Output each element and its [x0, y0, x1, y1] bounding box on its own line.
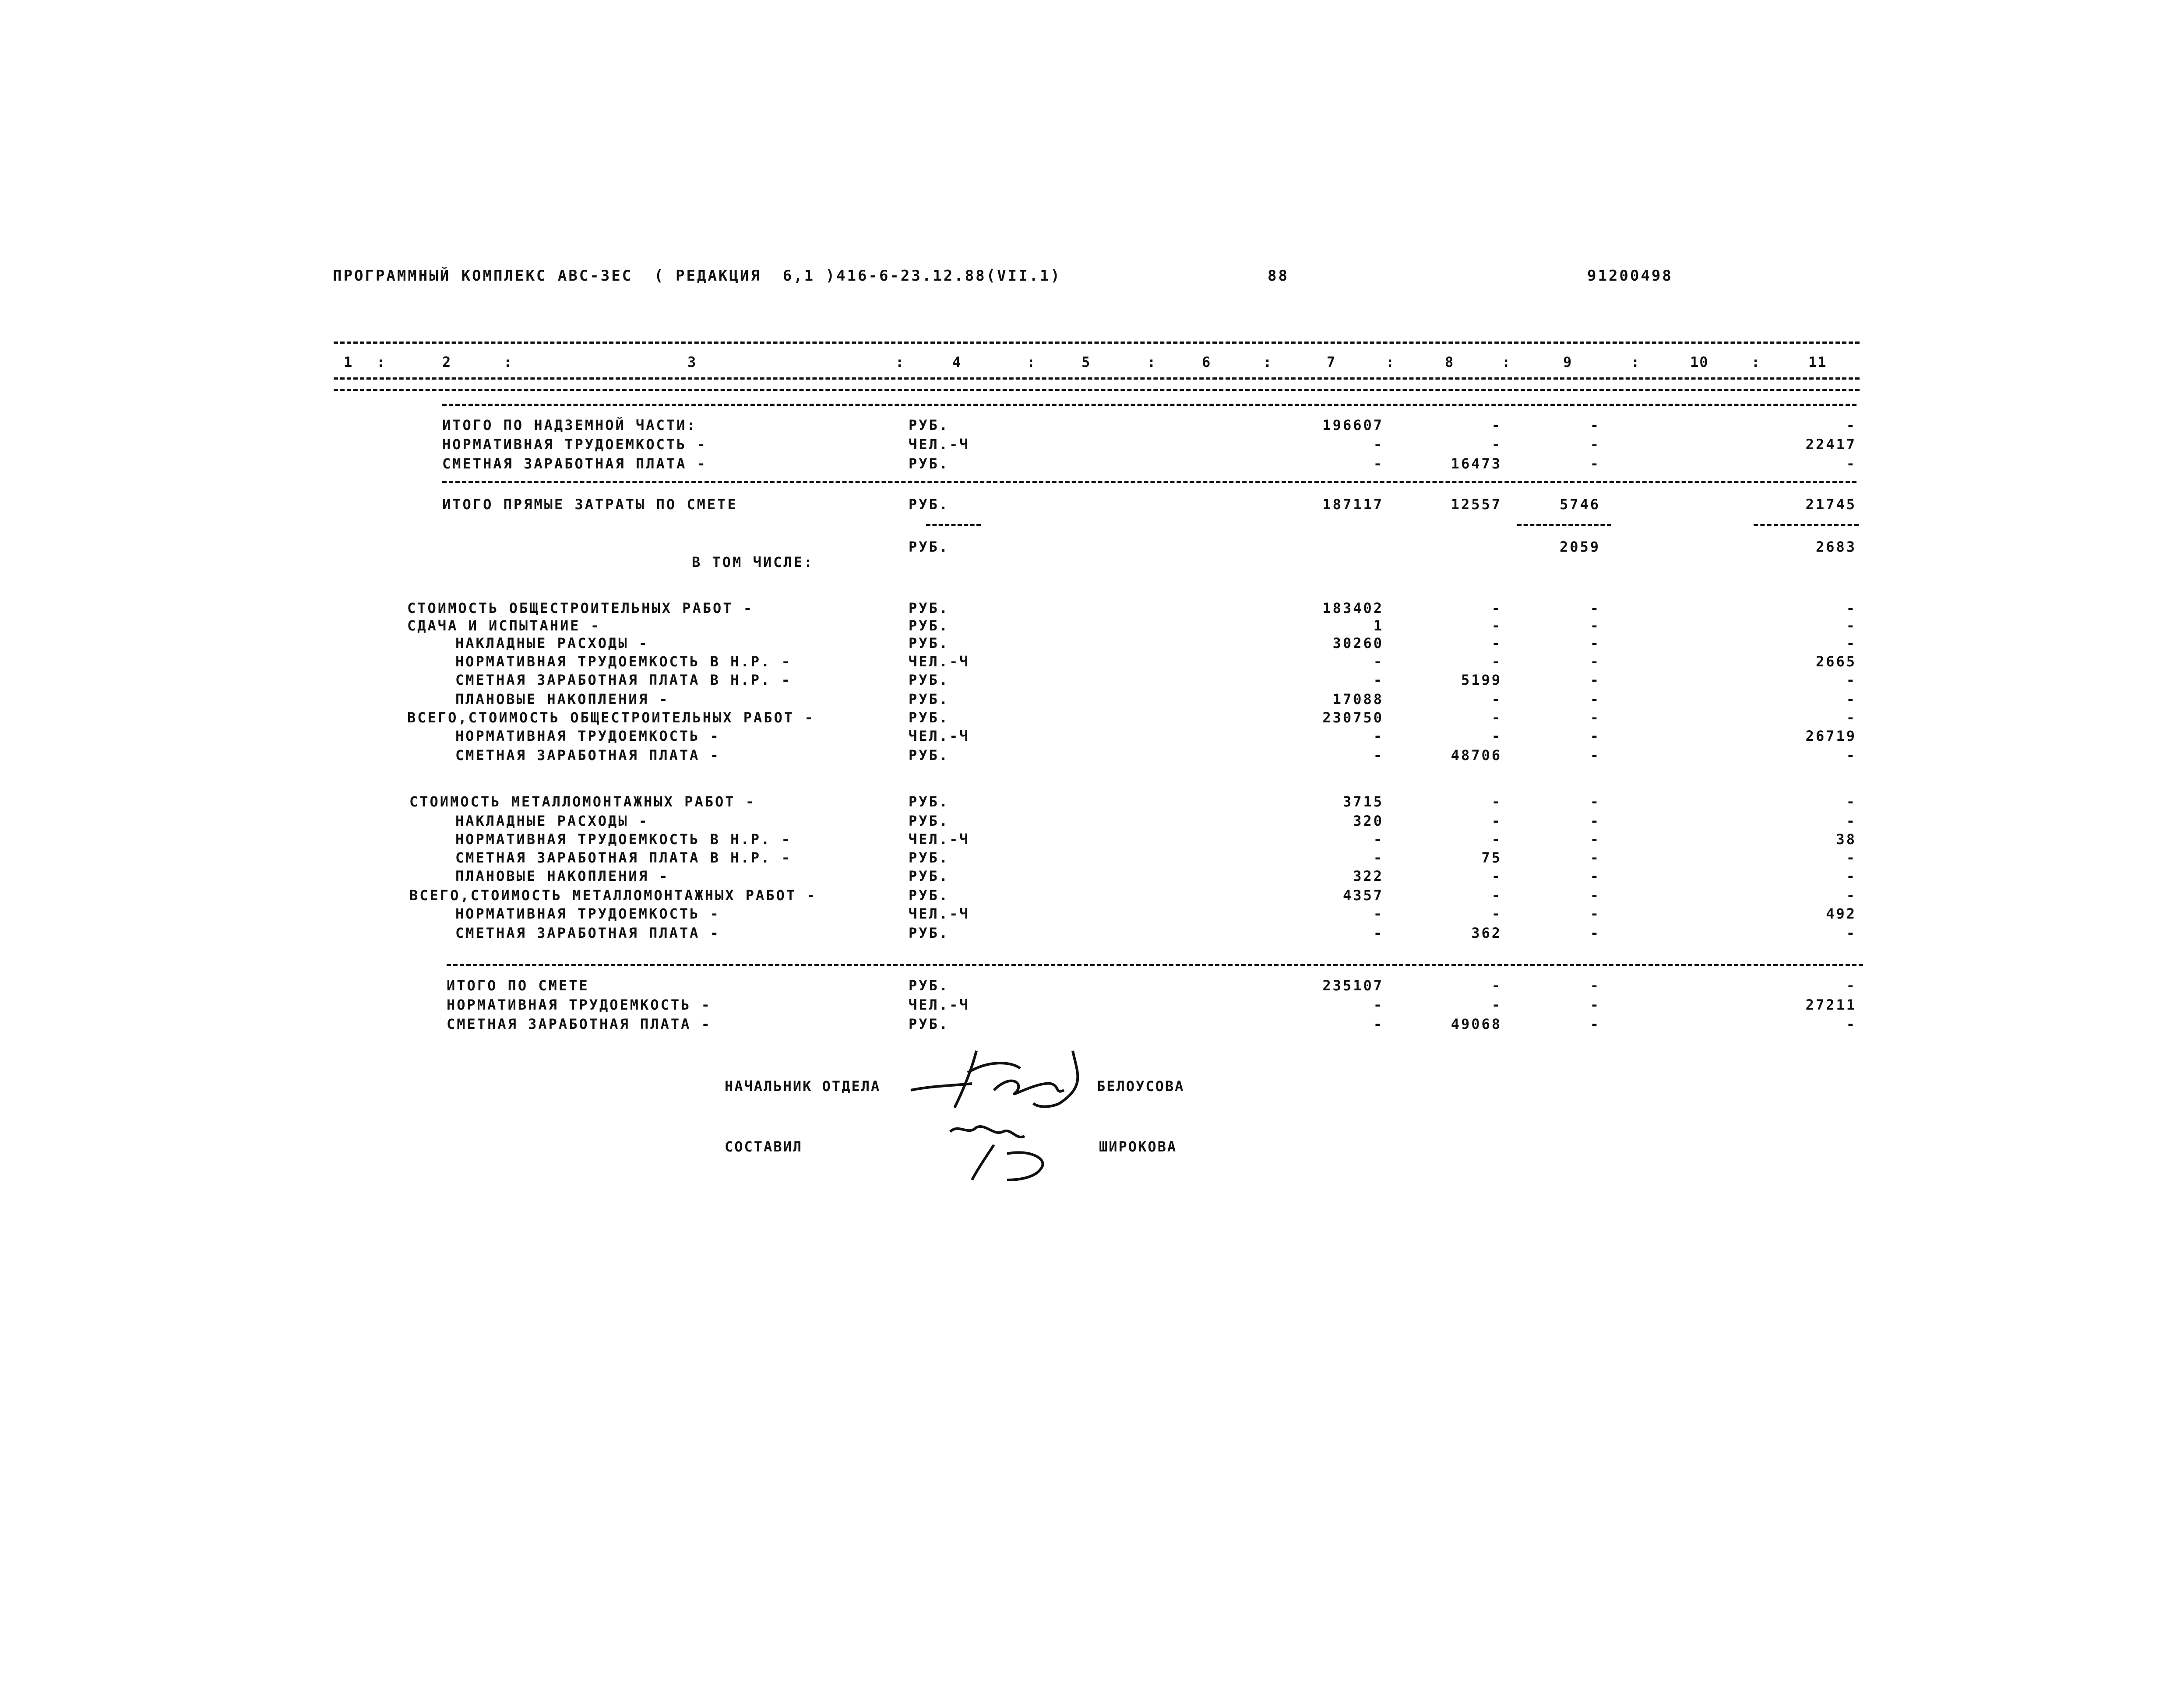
- head-title: НАЧАЛЬНИК ОТДЕЛА: [725, 1078, 881, 1095]
- column-number: 5: [1081, 354, 1091, 370]
- cell-col7: -: [1373, 925, 1384, 941]
- column-separator: :: [895, 354, 905, 370]
- table-row: [0, 1016, 2184, 1035]
- row-unit: РУБ.: [909, 417, 950, 433]
- cell-col7: -: [1373, 905, 1384, 922]
- cell-col11: -: [1846, 849, 1856, 866]
- cell-col8: 5199: [1461, 672, 1502, 688]
- column-separator: :: [1751, 354, 1761, 370]
- cell-col7: -: [1373, 747, 1384, 764]
- cell-col7: 183402: [1322, 600, 1384, 616]
- cell-col8: -: [1491, 635, 1502, 651]
- row-label: НАКЛАДНЫЕ РАСХОДЫ -: [455, 813, 649, 829]
- table-header-divider-2: [334, 389, 1860, 391]
- table-row: [0, 496, 2184, 515]
- column-separator: :: [1631, 354, 1641, 370]
- table-row: [0, 617, 2184, 637]
- column-number: 9: [1563, 354, 1573, 370]
- cell-col7: 1: [1373, 617, 1384, 634]
- cell-col9: -: [1590, 977, 1600, 994]
- cell-col8: 75: [1481, 849, 1502, 866]
- row-unit: ЧЕЛ.-Ч: [909, 653, 970, 670]
- cell-col11: 21745: [1805, 496, 1856, 513]
- cell-col9: -: [1590, 617, 1600, 634]
- cell-col11: 22417: [1805, 436, 1856, 453]
- row-unit: РУБ.: [909, 635, 950, 651]
- cell-col7: -: [1373, 831, 1384, 848]
- table-row: [0, 887, 2184, 906]
- author-signature: [941, 1114, 1055, 1184]
- row-unit: РУБ.: [909, 747, 950, 764]
- cell-col9: -: [1590, 653, 1600, 670]
- head-name: БЕЛОУСОВА: [1097, 1078, 1185, 1095]
- cell-col8: -: [1491, 977, 1502, 994]
- row-unit: ЧЕЛ.-Ч: [909, 831, 970, 848]
- section-divider: [447, 964, 1863, 966]
- table-row: [0, 728, 2184, 747]
- cell-col9: -: [1590, 436, 1600, 453]
- table-row: [0, 831, 2184, 850]
- cell-col7: 320: [1353, 813, 1384, 829]
- column-number: 8: [1445, 354, 1455, 370]
- table-row: [0, 747, 2184, 766]
- program-header: ПРОГРАММНЫЙ КОМПЛЕКС АВС-3ЕС ( РЕДАКЦИЯ 6,1 )416-6-23.12.88(VII.1): [333, 267, 1061, 285]
- table-row: [0, 793, 2184, 813]
- row-label: СТОИМОСТЬ ОБЩЕСТРОИТЕЛЬНЫХ РАБОТ -: [407, 600, 754, 616]
- section-divider: [442, 404, 1856, 406]
- row-label: НОРМАТИВНАЯ ТРУДОЕМКОСТЬ -: [455, 728, 720, 744]
- row-label: ПЛАНОВЫЕ НАКОПЛЕНИЯ -: [455, 868, 669, 884]
- cell-col8: -: [1491, 887, 1502, 904]
- row-label: СМЕТНАЯ ЗАРАБОТНАЯ ПЛАТА -: [455, 925, 720, 941]
- row-unit: РУБ.: [909, 455, 950, 472]
- row-label: СТОИМОСТЬ МЕТАЛЛОМОНТАЖНЫХ РАБОТ -: [409, 793, 756, 810]
- row-label: ИТОГО ПО СМЕТЕ: [447, 977, 589, 994]
- column-number: 6: [1202, 354, 1212, 370]
- column-separator: :: [1147, 354, 1157, 370]
- cell-col11: -: [1846, 455, 1856, 472]
- cell-col8: -: [1491, 813, 1502, 829]
- row-unit: РУБ.: [909, 813, 950, 829]
- cell-col9: -: [1590, 849, 1600, 866]
- row-unit: РУБ.: [909, 600, 950, 616]
- column-number: 10: [1690, 354, 1709, 370]
- cell-col9: -: [1590, 417, 1600, 433]
- column-number: 11: [1808, 354, 1827, 370]
- cell-col11: -: [1846, 868, 1856, 884]
- cell-col11: 2683: [1815, 539, 1856, 555]
- cell-col8: -: [1491, 691, 1502, 708]
- cell-col7: -: [1373, 728, 1384, 744]
- cell-col7: -: [1373, 1016, 1384, 1032]
- cell-col9: 2059: [1559, 539, 1600, 555]
- cell-col7: 322: [1353, 868, 1384, 884]
- row-label: ВСЕГО,СТОИМОСТЬ МЕТАЛЛОМОНТАЖНЫХ РАБОТ -: [409, 887, 817, 904]
- cell-col9: -: [1590, 1016, 1600, 1032]
- table-row: [0, 653, 2184, 672]
- row-unit: ЧЕЛ.-Ч: [909, 436, 970, 453]
- cell-col8: -: [1491, 417, 1502, 433]
- row-label: СМЕТНАЯ ЗАРАБОТНАЯ ПЛАТА -: [442, 455, 707, 472]
- row-unit: РУБ.: [909, 496, 950, 513]
- row-unit: РУБ.: [909, 977, 950, 994]
- cell-col8: 12557: [1451, 496, 1502, 513]
- cell-col9: -: [1590, 455, 1600, 472]
- cell-col11: 26719: [1805, 728, 1856, 744]
- cell-col11: -: [1846, 887, 1856, 904]
- row-label: НАКЛАДНЫЕ РАСХОДЫ -: [455, 635, 649, 651]
- row-label: СМЕТНАЯ ЗАРАБОТНАЯ ПЛАТА -: [447, 1016, 712, 1032]
- row-unit: РУБ.: [909, 672, 950, 688]
- cell-col11: 27211: [1805, 996, 1856, 1013]
- table-row: [0, 691, 2184, 710]
- row-unit: РУБ.: [909, 849, 950, 866]
- cell-col11: -: [1846, 600, 1856, 616]
- author-title: СОСТАВИЛ: [725, 1138, 803, 1155]
- cell-col8: -: [1491, 709, 1502, 726]
- row-unit: РУБ.: [909, 539, 950, 555]
- cell-col11: -: [1846, 977, 1856, 994]
- table-row: [0, 905, 2184, 925]
- subtotal-divider: [926, 524, 981, 526]
- row-unit: РУБ.: [909, 793, 950, 810]
- cell-col8: -: [1491, 996, 1502, 1013]
- cell-col11: -: [1846, 747, 1856, 764]
- cell-col7: -: [1373, 455, 1384, 472]
- cell-col9: -: [1590, 887, 1600, 904]
- cell-col9: 5746: [1559, 496, 1600, 513]
- subtotal-divider: [1754, 524, 1859, 526]
- cell-col9: -: [1590, 747, 1600, 764]
- table-row: [0, 600, 2184, 619]
- cell-col11: -: [1846, 635, 1856, 651]
- row-unit: РУБ.: [909, 709, 950, 726]
- table-top-divider: [334, 342, 1860, 344]
- row-unit: РУБ.: [909, 617, 950, 634]
- row-unit: РУБ.: [909, 868, 950, 884]
- table-row: [0, 455, 2184, 475]
- table-row: [0, 436, 2184, 455]
- row-label: СМЕТНАЯ ЗАРАБОТНАЯ ПЛАТА В Н.Р. -: [455, 672, 792, 688]
- column-separator: :: [504, 354, 513, 370]
- column-number: 7: [1327, 354, 1336, 370]
- subtotal-divider: [1517, 524, 1611, 526]
- row-label: НОРМАТИВНАЯ ТРУДОЕМКОСТЬ -: [447, 996, 712, 1013]
- cell-col9: -: [1590, 728, 1600, 744]
- cell-col11: -: [1846, 813, 1856, 829]
- cell-col9: -: [1590, 831, 1600, 848]
- cell-col7: 3715: [1342, 793, 1384, 810]
- cell-col11: -: [1846, 691, 1856, 708]
- cell-col7: 235107: [1322, 977, 1384, 994]
- table-row: [0, 813, 2184, 832]
- cell-col11: -: [1846, 617, 1856, 634]
- row-label: В ТОМ ЧИСЛЕ:: [692, 554, 814, 570]
- cell-col7: 187117: [1322, 496, 1384, 513]
- cell-col7: 17088: [1332, 691, 1384, 708]
- cell-col8: 48706: [1451, 747, 1502, 764]
- cell-col9: -: [1590, 600, 1600, 616]
- table-row: [0, 868, 2184, 887]
- cell-col9: -: [1590, 905, 1600, 922]
- cell-col7: 30260: [1332, 635, 1384, 651]
- table-row: [0, 554, 2184, 573]
- cell-col8: 362: [1471, 925, 1502, 941]
- column-separator: :: [1027, 354, 1036, 370]
- row-unit: РУБ.: [909, 1016, 950, 1032]
- column-separator: :: [1502, 354, 1511, 370]
- cell-col8: -: [1491, 600, 1502, 616]
- row-label: НОРМАТИВНАЯ ТРУДОЕМКОСТЬ -: [455, 905, 720, 922]
- column-separator: :: [377, 354, 386, 370]
- column-number: 3: [687, 354, 697, 370]
- cell-col11: -: [1846, 793, 1856, 810]
- cell-col9: -: [1590, 793, 1600, 810]
- cell-col8: -: [1491, 617, 1502, 634]
- row-label: ПЛАНОВЫЕ НАКОПЛЕНИЯ -: [455, 691, 669, 708]
- row-label: НОРМАТИВНАЯ ТРУДОЕМКОСТЬ -: [442, 436, 707, 453]
- row-unit: РУБ.: [909, 887, 950, 904]
- page-number: 88: [1268, 267, 1289, 285]
- column-number: 2: [442, 354, 452, 370]
- cell-col9: -: [1590, 691, 1600, 708]
- table-row: [0, 709, 2184, 729]
- row-unit: ЧЕЛ.-Ч: [909, 905, 970, 922]
- cell-col11: -: [1846, 925, 1856, 941]
- column-number: 4: [952, 354, 962, 370]
- cell-col9: -: [1590, 868, 1600, 884]
- row-label: НОРМАТИВНАЯ ТРУДОЕМКОСТЬ В Н.Р. -: [455, 653, 792, 670]
- author-name: ШИРОКОВА: [1099, 1138, 1177, 1155]
- table-row: [0, 849, 2184, 869]
- cell-col9: -: [1590, 813, 1600, 829]
- doc-code: 91200498: [1587, 267, 1673, 285]
- cell-col8: -: [1491, 868, 1502, 884]
- section-divider: [442, 481, 1856, 483]
- row-label: ИТОГО ПО НАДЗЕМНОЙ ЧАСТИ:: [442, 417, 697, 433]
- table-row: [0, 635, 2184, 654]
- cell-col7: -: [1373, 849, 1384, 866]
- cell-col7: 4357: [1342, 887, 1384, 904]
- cell-col8: 16473: [1451, 455, 1502, 472]
- column-number: 1: [344, 354, 353, 370]
- row-label: СМЕТНАЯ ЗАРАБОТНАЯ ПЛАТА -: [455, 747, 720, 764]
- row-label: СМЕТНАЯ ЗАРАБОТНАЯ ПЛАТА В Н.Р. -: [455, 849, 792, 866]
- cell-col8: -: [1491, 793, 1502, 810]
- cell-col11: 492: [1826, 905, 1856, 922]
- cell-col7: -: [1373, 996, 1384, 1013]
- cell-col7: -: [1373, 436, 1384, 453]
- row-unit: РУБ.: [909, 925, 950, 941]
- cell-col8: -: [1491, 436, 1502, 453]
- cell-col8: -: [1491, 653, 1502, 670]
- row-label: НОРМАТИВНАЯ ТРУДОЕМКОСТЬ В Н.Р. -: [455, 831, 792, 848]
- cell-col11: 38: [1836, 831, 1856, 848]
- column-separator: :: [1263, 354, 1273, 370]
- cell-col9: -: [1590, 709, 1600, 726]
- row-label: ВСЕГО,СТОИМОСТЬ ОБЩЕСТРОИТЕЛЬНЫХ РАБОТ -: [407, 709, 815, 726]
- cell-col11: -: [1846, 672, 1856, 688]
- table-row: [0, 672, 2184, 691]
- row-unit: РУБ.: [909, 691, 950, 708]
- column-separator: :: [1386, 354, 1395, 370]
- cell-col8: -: [1491, 831, 1502, 848]
- table-row: [0, 996, 2184, 1016]
- cell-col8: -: [1491, 728, 1502, 744]
- cell-col7: -: [1373, 653, 1384, 670]
- row-unit: ЧЕЛ.-Ч: [909, 728, 970, 744]
- cell-col11: -: [1846, 1016, 1856, 1032]
- head-signature: [906, 1042, 1099, 1121]
- table-row: [0, 417, 2184, 436]
- cell-col9: -: [1590, 635, 1600, 651]
- row-label: СДАЧА И ИСПЫТАНИЕ -: [407, 617, 601, 634]
- cell-col9: -: [1590, 925, 1600, 941]
- cell-col11: 2665: [1815, 653, 1856, 670]
- table-row: [0, 925, 2184, 944]
- row-unit: ЧЕЛ.-Ч: [909, 996, 970, 1013]
- cell-col11: -: [1846, 417, 1856, 433]
- cell-col7: -: [1373, 672, 1384, 688]
- table-row: [0, 977, 2184, 996]
- cell-col9: -: [1590, 672, 1600, 688]
- cell-col7: 230750: [1322, 709, 1384, 726]
- cell-col8: 49068: [1451, 1016, 1502, 1032]
- cell-col11: -: [1846, 709, 1856, 726]
- cell-col7: 196607: [1322, 417, 1384, 433]
- cell-col8: -: [1491, 905, 1502, 922]
- row-label: ИТОГО ПРЯМЫЕ ЗАТРАТЫ ПО СМЕТЕ: [442, 496, 738, 513]
- table-header-divider: [334, 377, 1860, 380]
- cell-col9: -: [1590, 996, 1600, 1013]
